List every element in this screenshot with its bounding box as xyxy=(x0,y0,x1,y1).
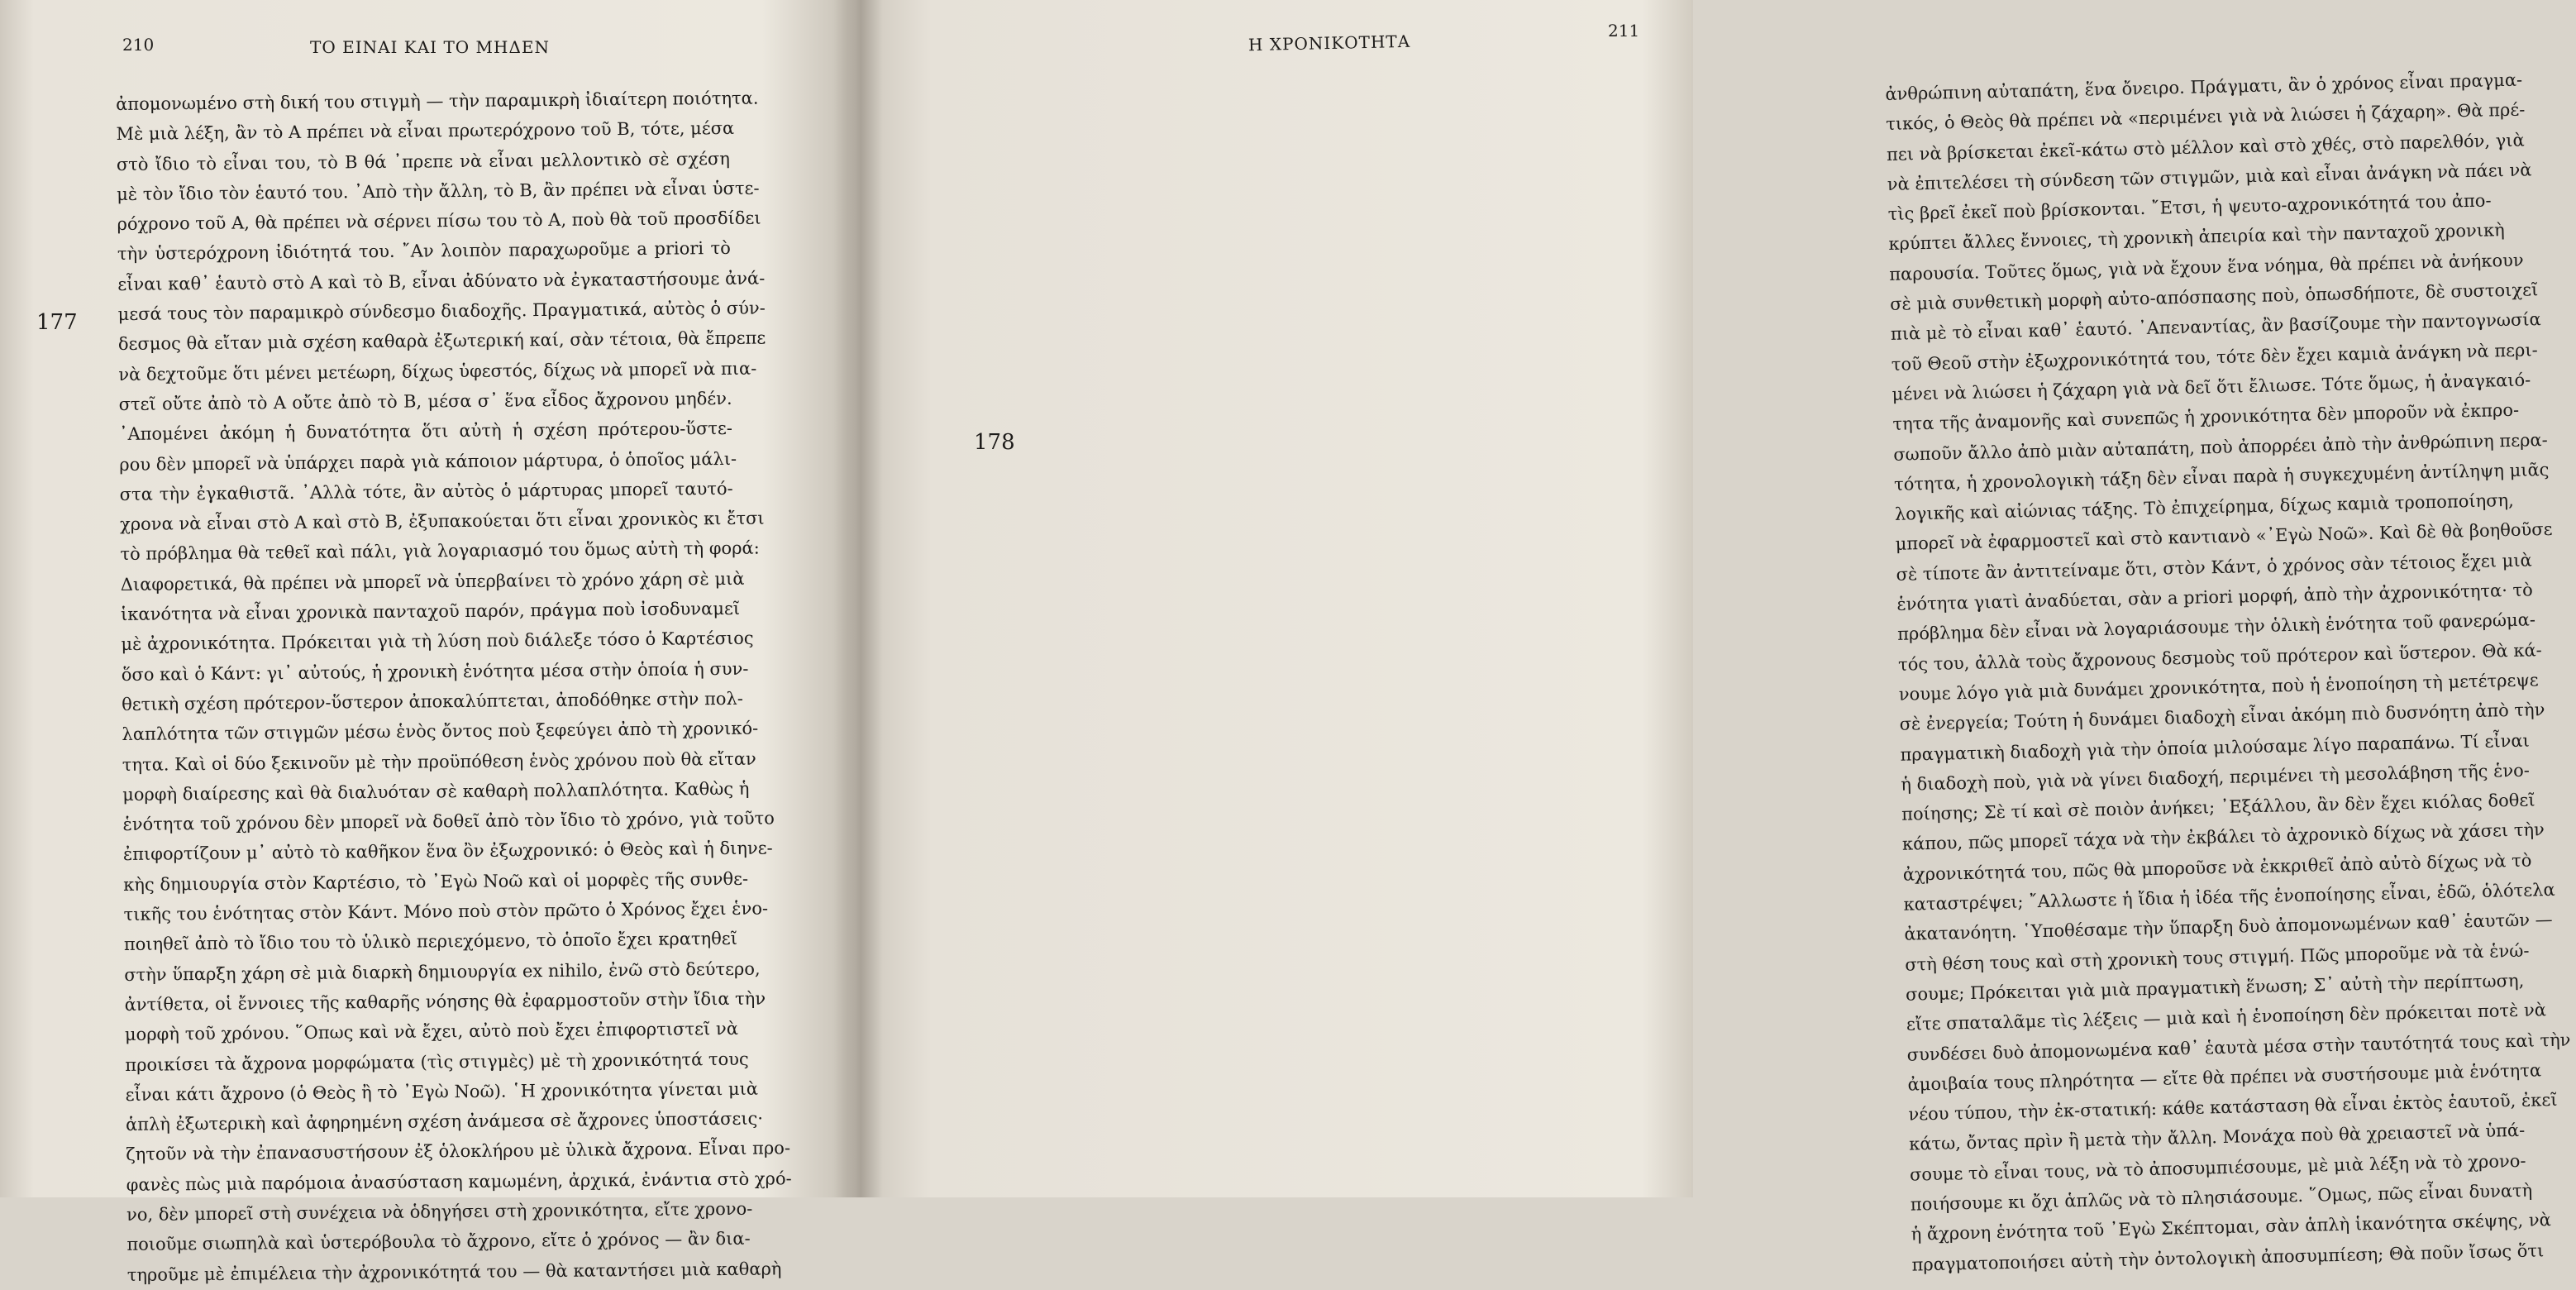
text-line: τότητα, ἡ χρονολογικὴ τάξη δὲν εἶναι παρὰ ἡ συγκεχυμένη ἀντίληψη μιᾶς xyxy=(1893,459,2550,494)
text-line: πραγματικὴ διαδοχὴ γιὰ τὴν ὁποία μιλούσαμε λίγο παραπάνω. Τί εἶναι xyxy=(1900,730,2531,765)
page-number: 210 xyxy=(122,35,155,55)
text-line: σὲ τίποτε ἂν ἀντιτείναμε ὅτι, στὸν Κάντ, ὁ χρόνος σὰν τέτοιος ἔχει μιὰ xyxy=(1896,550,2532,585)
text-line: παρουσία. Τοῦτες ὅμως, γιὰ νὰ ἔχουν ἕνα νόημα, θὰ πρέπει νὰ ἀνήκουν xyxy=(1889,250,2524,284)
text-line: ἀπομονωμένο στὴ δική του στιγμὴ — τὴν παραμικρὴ ἰδιαίτερη ποιότητα. xyxy=(116,88,759,114)
text-line: ἀχρονικότητά του, πῶς θὰ μποροῦσε νὰ ἐκκριθεῖ ἀπὸ αὐτὸ δίχως νὰ τὸ xyxy=(1902,850,2532,885)
text-line: πει νὰ βρίσκεται ἐκεῖ-κάτω στὸ μέλλον καὶ στὸ χθές, στὸ παρελθόν, γιὰ xyxy=(1886,130,2525,165)
text-line: νουμε λόγο γιὰ μιὰ δυνάμει χρονικότητα, ποὺ ἡ ἑνοποίηση τὴ μετέτρεψε xyxy=(1898,670,2539,705)
text-line: μένει νὰ λιώσει ἡ ζάχαρη γιὰ νὰ δεῖ ὅτι ἔλιωσε. Τότε ὅμως, ἡ ἀναγκαιό- xyxy=(1891,370,2531,404)
text-line: τητα. Καὶ οἱ δύο ξεκινοῦν μὲ τὴν προϋπόθεση ἑνὸς χρόνου ποὺ θὰ εἴταν xyxy=(122,748,756,775)
text-line: κάπου, πῶς μπορεῖ τάχα νὰ τὴν ἐκβάλει τὸ ἀχρονικὸ δίχως νὰ χάσει τὴν xyxy=(1901,819,2545,855)
text-line: Διαφορετικά, θὰ πρέπει νὰ μπορεῖ νὰ ὑπερβαίνει τὸ χρόνο χάρη σὲ μιὰ xyxy=(120,568,745,595)
text-line: ᾿Απομένει ἀκόμη ἡ δυνατότητα ὅτι αὐτὴ ἡ σχέση πρότερου-ὕστε- xyxy=(118,418,733,445)
text-line: πραγματοποιήσει αὐτὴ τὴν ὀντολογικὴ ἀποσυμπίεση; Θὰ ποῦν ἴσως ὅτι xyxy=(1911,1240,2545,1275)
text-line: ἀντίθετα, οἱ ἔννοιες τῆς καθαρῆς νόησης θὰ ἐφαρμοστοῦν στὴν ἴδια τὴν xyxy=(124,988,766,1015)
text-line: εἴτε σπαταλᾶμε τὶς λέξεις — μιὰ καὶ ἡ ἑνοποίηση δὲν πρόκειται ποτὲ νὰ xyxy=(1906,1000,2547,1034)
text-line: στεῖ οὔτε ἀπὸ τὸ Α οὔτε ἀπὸ τὸ Β, μέσα σ᾿ ἕνα εἶδος ἄχρονου μηδέν. xyxy=(118,388,732,414)
text-line: νο, δὲν μπορεῖ στὴ συνέχεια νὰ ὁδηγήσει στὴ χρονικότητα, εἴτε χρονο- xyxy=(126,1198,753,1225)
text-line: ἁπλὴ ἐξωτερικὴ καὶ ἀφηρημένη σχέση ἀνάμεσα σὲ ἄχρονες ὑποστάσεις· xyxy=(125,1108,764,1135)
text-line: στα τὴν ἐγκαθιστᾶ. ᾿Αλλὰ τότε, ἂν αὐτὸς ὁ μάρτυρας μπορεῖ ταυτό- xyxy=(119,478,733,504)
text-line: ἡ διαδοχὴ ποὺ, γιὰ νὰ γίνει διαδοχή, περιμένει τὴ μεσολάβηση τῆς ἑνο- xyxy=(1901,760,2531,795)
text-line: στὴ θέση τους καὶ στὴ χρονικὴ τους στιγμή. Πῶς μποροῦμε νὰ τὰ ἑνώ- xyxy=(1905,940,2530,975)
text-line: κρύπτει ἄλλες ἔννοιες, τὴ χρονικὴ ἀπειρία καὶ τὴν πανταχοῦ χρονικὴ xyxy=(1888,220,2505,255)
text-line: ρου δὲν μπορεῖ νὰ ὑπάρχει παρὰ γιὰ κάποιον μάρτυρα, ὁ ὁποῖος μάλι- xyxy=(119,448,737,475)
text-line: στὸ ἴδιο τὸ εἶναι του, τὸ Β θά ᾿πρεπε νὰ εἶναι μελλοντικὸ σὲ σχέση xyxy=(116,148,730,174)
text-line: νέου τύπου, τὴν ἐκ-στατική: κάθε κατάσταση θὰ εἶναι ἐκτὸς ἑαυτοῦ, ἐκεῖ xyxy=(1908,1089,2558,1125)
text-line: κάτω, ὄντας πρὶν ἢ μετὰ τὴν ἄλλη. Μονάχα ποὺ θὰ χρειαστεῖ νὰ ὑπά- xyxy=(1908,1120,2526,1155)
text-line: ἑνότητα γιατὶ ἀναδύεται, σὰν a priori μορφή, ἀπὸ τὴν ἀχρονικότητα· τὸ xyxy=(1896,580,2534,614)
text-line: τητα τῆς ἀναμονῆς καὶ συνεπῶς ἡ χρονικότητα δὲν μποροῦν νὰ ἐκπρο- xyxy=(1892,399,2520,435)
text-line: προικίσει τὰ ἄχρονα μορφώματα (τὶς στιγμὲς) μὲ τὴ χρονικότητά τους xyxy=(125,1049,749,1075)
text-line: μὲ ἀχρονικότητα. Πρόκειται γιὰ τὴ λύση ποὺ διάλεξε τόσο ὁ Καρτέσιος xyxy=(121,628,754,655)
margin-number: 177 xyxy=(36,310,78,335)
text-line: μορφὴ διαίρεσης καὶ θὰ διαλυόταν σὲ καθαρὴ πολλαπλότητα. Καθὼς ἡ xyxy=(122,778,750,805)
text-line: φανὲς πὼς μιὰ παρόμοια ἀνασύσταση καμωμένη, ἀρχικά, ἐνάντια στὸ χρό- xyxy=(126,1168,792,1195)
right-page xyxy=(876,0,2571,1275)
text-line: εἶναι κάτι ἄχρονο (ὁ Θεὸς ἢ τὸ ᾿Εγὼ Νοῶ). ῾Η χρονικότητα γίνεται μιὰ xyxy=(125,1078,759,1105)
text-line: χρονα νὰ εἶναι στὸ Α καὶ στὸ Β, ἐξυπακούεται ὅτι εἶναι χρονικὸς κι ἔτσι xyxy=(119,508,765,535)
text-line: τὶς βρεῖ ἐκεῖ ποὺ βρίσκονται. ῎Ετσι, ἡ ψευτο-αχρονικότητά του ἀπο- xyxy=(1887,190,2492,225)
text-line: πιὰ μὲ τὸ εἶναι καθ᾿ ἑαυτό. ᾿Απεναντίας, ἂν βασίζουμε τὴν παντογνωσία xyxy=(1890,309,2541,345)
text-line: ποιήσουμε κι ὄχι ἁπλῶς νὰ τὸ πλησιάσουμε. ῞Ομως, πῶς εἶναι δυνατὴ xyxy=(1910,1180,2533,1215)
text-line: ποιοῦμε σιωπηλὰ καὶ ὑστερόβουλα τὸ ἄχρονο, εἴτε ὁ χρόνος — ἂν δια- xyxy=(126,1228,751,1255)
text-line: κὴς δημιουργία στὸν Καρτέσιο, τὸ ᾿Εγὼ Νοῶ καὶ οἱ μορφὲς τῆς συνθε- xyxy=(123,868,749,895)
text-line: ἀνθρώπινη αὐταπάτη, ἕνα ὄνειρο. Πράγματι, ἂν ὁ χρόνος εἶναι πραγμα- xyxy=(1885,69,2523,104)
text-line: ποιηθεῖ ἀπὸ τὸ ἴδιο του τὸ ὑλικὸ περιεχόμενο, τὸ ὁποῖο ἔχει κρατηθεῖ xyxy=(123,929,738,955)
text-line: ἡ ἄχρονη ἑνότητα τοῦ ᾿Εγὼ Σκέπτομαι, σὰν ἁπλὴ ἱκανότητα σκέψης, νὰ xyxy=(1911,1210,2552,1245)
text-line: ρόχρονο τοῦ Α, θὰ πρέπει νὰ σέρνει πίσω του τὸ Α, ποὺ θὰ τοῦ προσδίδει xyxy=(117,208,761,235)
margin-number: 178 xyxy=(974,430,1015,455)
text-line: εἶναι καθ᾿ ἑαυτὸ στὸ Α καὶ τὸ Β, εἶναι ἀδύνατο νὰ ἐγκαταστήσουμε ἀνά- xyxy=(117,268,766,294)
text-line: τοῦ Θεοῦ στὴν ἐξωχρονικότητά του, τότε δὲν ἔχει καμιὰ ἀνάγκη νὰ περι- xyxy=(1891,339,2538,375)
text-line: τός του, ἀλλὰ τοὺς ἄχρονους δεσμοὺς τοῦ πρότερον καὶ ὕστερον. Θὰ κά- xyxy=(1897,639,2543,675)
text-line: μεσά τους τὸν παραμικρὸ σύνδεσμο διαδοχῆς. Πραγματικά, αὐτὸς ὁ σύν- xyxy=(117,298,766,325)
text-line: τηροῦμε μὲ ἐπιμέλεια τὴν ἀχρονικότητά του — θὰ καταντήσει μιὰ καθαρὴ xyxy=(126,1258,782,1285)
text-line: σὲ μιὰ συνθετικὴ μορφὴ αὐτο-απόσπασης ποὺ, ὁπωσδήποτε, δὲ συστοιχεῖ xyxy=(1889,280,2539,315)
body-text xyxy=(1885,65,2571,1279)
text-line: τικός, ὁ Θεὸς θὰ πρέπει νὰ «περιμένει γιὰ νὰ λιώσει ἡ ζάχαρη». Θὰ πρέ- xyxy=(1885,99,2526,135)
text-line: ζητοῦν νὰ τὴν ἐπανασυστήσουν ἐξ ὁλοκλήρου μὲ ὑλικὰ ἄχρονα. Εἶναι προ- xyxy=(126,1138,791,1165)
text-line: λογικῆς καὶ αἰώνιας τάξης. Τὸ ἐπιχείρημα, δίχως καμιὰ τροποποίηση, xyxy=(1894,490,2515,525)
text-line: θετικὴ σχέση πρότερον-ὕστερον ἀποκαλύπτεται, ἀποδόθηκε στὴν πολ- xyxy=(122,688,744,714)
text-line: σουμε τὸ εἶναι τους, νὰ τὸ ἀποσυμπιέσουμε, μὲ μιὰ λέξη νὰ τὸ χρονο- xyxy=(1909,1150,2526,1185)
text-line: ὅσο καὶ ὁ Κάντ: γι᾿ αὐτούς, ἡ χρονικὴ ἑνότητα μέσα στὴν ὁποία ἡ συν- xyxy=(121,658,749,685)
body-text xyxy=(116,84,792,1290)
text-line: ἱκανότητα νὰ εἶναι χρονικὰ πανταχοῦ παρόν, πράγμα ποὺ ἰσοδυναμεῖ xyxy=(120,598,741,625)
text-line: ἐπιφορτίζουν μ᾿ αὐτὸ τὸ καθῆκον ἕνα ὂν ἐξωχρονικό: ὁ Θεὸς καὶ ἡ διηνε- xyxy=(122,838,773,865)
text-line: ἀμοιβαία τους πληρότητα — εἴτε θὰ πρέπει νὰ συστήσουμε μιὰ ἑνότητα xyxy=(1907,1060,2542,1095)
text-line: μὲ τὸν ἴδιο τὸν ἑαυτό του. ᾿Απὸ τὴν ἄλλη, τὸ Β, ἂν πρέπει νὰ εἶναι ὑστε- xyxy=(117,178,760,204)
text-line: ἑνότητα τοῦ χρόνου δὲν μπορεῖ νὰ δοθεῖ ἀπὸ τὸν ἴδιο τὸ χρόνο, γιὰ τοῦτο xyxy=(122,808,775,835)
text-line: τὸ πρόβλημα θὰ τεθεῖ καὶ πάλι, γιὰ λογαριασμό του ὅμως αὐτὴ τὴ φορά: xyxy=(120,538,760,565)
text-line: σὲ ἐνεργεία; Τούτη ἡ δυνάμει διαδοχὴ εἶναι ἀκόμη πιὸ δυσνόητη ἀπὸ τὴν xyxy=(1899,700,2545,735)
text-line: δεσμος θὰ εἴταν μιὰ σχέση καθαρὰ ἐξωτερική καί, σὰν τέτοια, θὰ ἔπρεπε xyxy=(117,327,766,355)
text-line: καταστρέψει; ῎Αλλωστε ἡ ἴδια ἡ ἰδέα τῆς ἑνοποίησης εἶναι, ἐδῶ, ὁλότελα xyxy=(1903,879,2555,915)
book-gutter xyxy=(833,0,883,1197)
text-line: συνδέσει δυὸ ἀπομονωμένα καθ᾿ ἑαυτὰ μέσα στὴν ταυτότητά τους καὶ τὴν xyxy=(1906,1029,2571,1065)
text-line: μορφὴ τοῦ χρόνου. ῞Οπως καὶ νὰ ἔχει, αὐτὸ ποὺ ἔχει ἐπιφορτιστεῖ νὰ xyxy=(124,1019,739,1045)
text-line: Μὲ μιὰ λέξη, ἂν τὸ Α πρέπει νὰ εἶναι πρωτερόχρονο τοῦ Β, τότε, μέσα xyxy=(116,118,735,145)
text-line: σωποῦν ἄλλο ἀπὸ μιὰν αὐταπάτη, ποὺ ἀπορρέει ἀπὸ τὴν ἀνθρώπινη περα- xyxy=(1893,429,2548,465)
text-line: σουμε; Πρόκειται γιὰ μιὰ πραγματικὴ ἕνωση; Σ᾿ αὐτὴ τὴν περίπτωση, xyxy=(1905,970,2525,1005)
text-line: στὴν ὕπαρξη χάρη σὲ μιὰ διαρκὴ δημιουργία ex nihilo, ἐνῶ στὸ δεύτερο, xyxy=(124,958,761,985)
running-head: ΤΟ ΕΙΝΑΙ ΚΑΙ ΤΟ ΜΗΔΕΝ xyxy=(310,37,550,57)
text-line: τικῆς του ἑνότητας στὸν Κάντ. Μόνο ποὺ στὸν πρῶτο ὁ Χρόνος ἔχει ἑνο- xyxy=(123,898,769,924)
text-line: λαπλότητα τῶν στιγμῶν μέσω ἑνὸς ὄντος ποὺ ξεφεύγει ἀπὸ τὴ χρονικό- xyxy=(122,718,759,745)
text-line: τὴν ὑστερόχρονη ἰδιότητά του. ῎Αν λοιπὸν παραχωροῦμε a priori τὸ xyxy=(117,238,731,265)
running-head: Η ΧΡΟΝΙΚΟΤΗΤΑ xyxy=(1247,31,1411,55)
text-line: μπορεῖ νὰ ἐφαρμοστεῖ καὶ στὸ καντιανὸ «᾿Εγὼ Νοῶ». Καὶ δὲ θὰ βοηθοῦσε xyxy=(1895,519,2553,555)
left-page xyxy=(0,0,843,1285)
text-line: νὰ ἐπιτελέσει τὴ σύνδεση τῶν στιγμῶν, μιὰ καὶ εἶναι ἀνάγκη νὰ πάει νὰ xyxy=(1887,160,2532,194)
text-line: πρόβλημα δὲν εἶναι νὰ λογαριάσουμε τὴν ὁλικὴ ἑνότητα τοῦ φανερώμα- xyxy=(1896,609,2536,645)
text-line: ποίησης; Σὲ τί καὶ σὲ ποιὸν ἀνήκει; ᾿Εξάλλου, ἂν δὲν ἔχει κιόλας δοθεῖ xyxy=(1901,790,2535,824)
text-line: νὰ δεχτοῦμε ὅτι μένει μετέωρη, δίχως ὑφεστός, δίχως νὰ μπορεῖ νὰ πια- xyxy=(118,358,757,385)
text-line: ἀκατανόητη. ῾Υποθέσαμε τὴν ὕπαρξη δυὸ ἀπομονωμένων καθ᾿ ἑαυτῶν — xyxy=(1904,910,2553,945)
page-number: 211 xyxy=(1608,21,1640,41)
